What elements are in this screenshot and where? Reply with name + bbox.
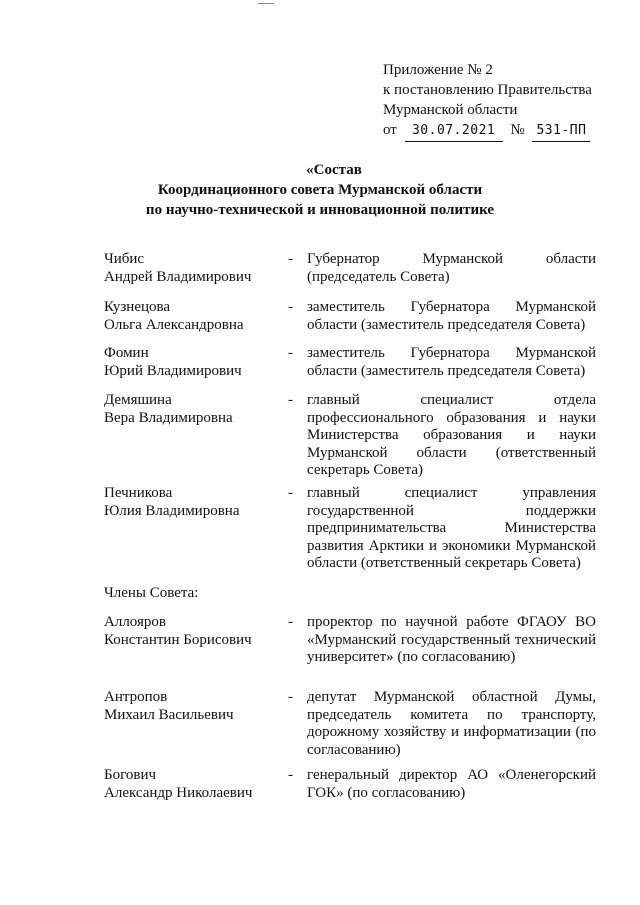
member-surname: Чибис — [104, 251, 145, 267]
member-name — [104, 392, 284, 427]
member-surname: Фомин — [104, 345, 149, 361]
member-given-names: Андрей Владимирович — [104, 268, 252, 285]
number-label: № — [510, 122, 525, 138]
member-role: заместитель Губернатора Мурманской области (заместитель председателя Совета) — [307, 299, 596, 333]
title-line-2: Координационного совета Мурманской области — [157, 182, 483, 198]
member-name — [104, 767, 284, 802]
member-role: генеральный директор АО «Оленегорский ГОК» (по согласованию) — [307, 767, 596, 801]
from-label: от — [383, 122, 397, 138]
member-role: проректор по научной работе ФГАОУ ВО «Мурманский государственный технический университет» (по согласованию) — [307, 614, 596, 665]
member-role: заместитель Губернатора Мурманской области (заместитель председателя Совета) — [307, 345, 596, 379]
member-role: главный специалист отдела профессионального образования и науки Министерства образования и науки Мурманской области (ответственный секретарь Совета) — [307, 392, 596, 478]
member-role: главный специалист управления государственной поддержки предпринимательства Министерства развития Арктики и экономики Мурманской области (ответственный секретарь Совета) — [307, 485, 596, 571]
dash-separator: - — [288, 485, 293, 501]
member-surname: Богович — [104, 767, 157, 783]
member-name — [104, 299, 284, 334]
member-surname: Антропов — [104, 689, 168, 705]
dash-separator: - — [288, 251, 293, 267]
dash-separator: - — [288, 689, 293, 705]
dash-separator: - — [288, 299, 293, 315]
title-line-3: по научно-технической и инновационной политике — [145, 202, 495, 218]
member-given-names: Константин Борисович — [104, 631, 252, 648]
member-surname: Демяшина — [104, 392, 172, 408]
appendix-header — [383, 60, 592, 142]
member-given-names: Михаил Васильевич — [104, 706, 234, 723]
member-surname: Кузнецова — [104, 299, 171, 315]
members-section-label: Члены Совета: — [104, 585, 199, 601]
member-surname: Печникова — [104, 485, 173, 501]
member-name — [104, 345, 284, 380]
dash-separator: - — [288, 345, 293, 361]
appendix-number: Приложение № 2 — [383, 62, 493, 78]
member-given-names: Ольга Александровна — [104, 316, 244, 333]
appendix-date-line — [383, 120, 592, 142]
resolution-number: 531-ПП — [532, 121, 590, 142]
page-top-mark — [258, 0, 274, 4]
appendix-region: Мурманской области — [383, 102, 518, 118]
member-name — [104, 485, 284, 520]
member-role: Губернатор Мурманской области (председатель Совета) — [307, 251, 596, 285]
dash-separator: - — [288, 614, 293, 630]
document-title — [0, 160, 640, 220]
member-given-names: Александр Николаевич — [104, 784, 253, 801]
appendix-resolution-ref: к постановлению Правительства — [383, 82, 592, 98]
dash-separator: - — [288, 767, 293, 783]
member-surname: Аллояров — [104, 614, 166, 630]
member-name — [104, 251, 284, 286]
member-name — [104, 689, 284, 724]
member-given-names: Юрий Владимирович — [104, 362, 242, 379]
member-given-names: Юлия Владимировна — [104, 502, 240, 519]
member-name — [104, 614, 284, 649]
member-given-names: Вера Владимировна — [104, 409, 233, 426]
resolution-date: 30.07.2021 — [405, 121, 503, 142]
member-role: депутат Мурманской областной Думы, председатель комитета по транспорту, дорожному хозяйству и информатизации (по согласованию) — [307, 689, 596, 758]
title-line-1: «Состав — [306, 162, 362, 178]
dash-separator: - — [288, 392, 293, 408]
